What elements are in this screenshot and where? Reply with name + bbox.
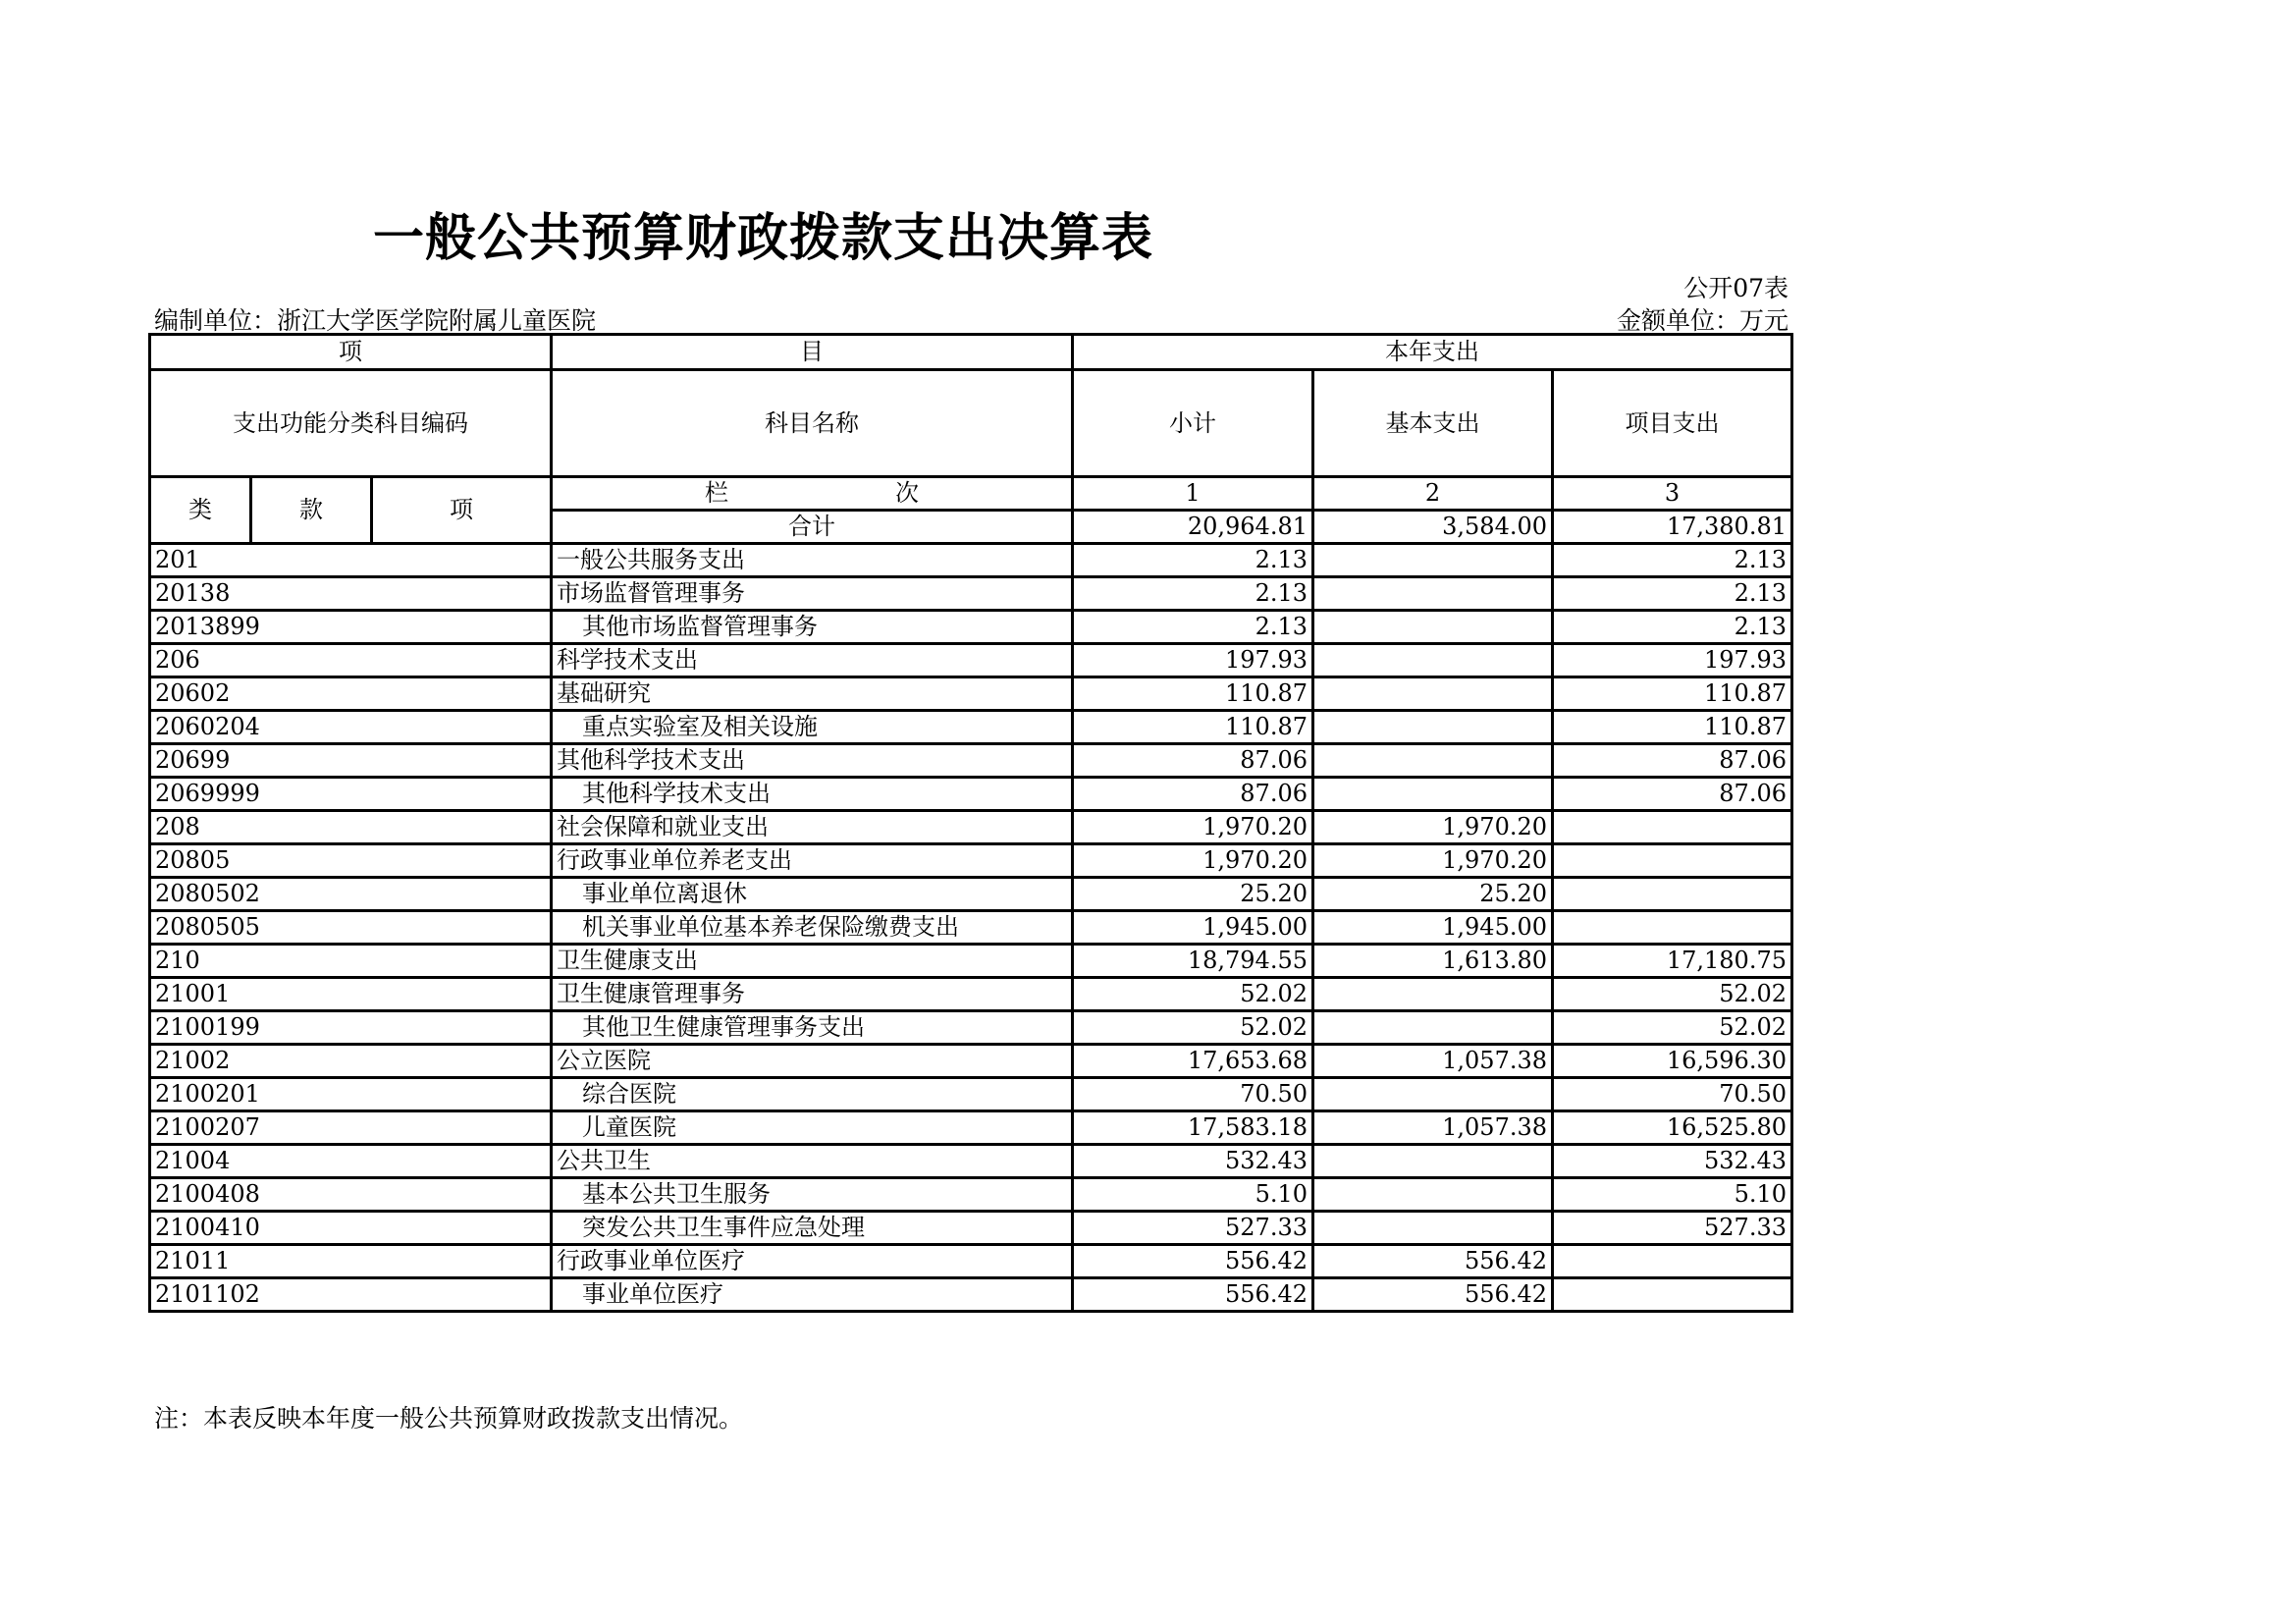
row-subtotal: 52.02 bbox=[1073, 978, 1313, 1011]
page-title: 一般公共预算财政拨款支出决算表 bbox=[373, 209, 1154, 268]
row-project: 70.50 bbox=[1553, 1078, 1792, 1111]
row-code: 2100408 bbox=[150, 1178, 552, 1212]
header-num-3: 3 bbox=[1553, 477, 1792, 511]
header-basic: 基本支出 bbox=[1313, 370, 1553, 477]
row-subject-name: 儿童医院 bbox=[552, 1111, 1073, 1145]
row-subject-name: 事业单位离退休 bbox=[552, 878, 1073, 911]
header-current-year: 本年支出 bbox=[1073, 335, 1792, 370]
table-row bbox=[150, 1011, 1792, 1045]
table-row bbox=[150, 544, 1792, 577]
row-subtotal: 5.10 bbox=[1073, 1178, 1313, 1212]
total-subtotal: 20,964.81 bbox=[1073, 511, 1313, 544]
expenditure-table bbox=[148, 333, 1793, 1313]
table-row bbox=[150, 1278, 1792, 1312]
table-row bbox=[150, 1111, 1792, 1145]
row-subtotal: 556.42 bbox=[1073, 1278, 1313, 1312]
row-basic: 25.20 bbox=[1313, 878, 1553, 911]
row-code: 2060204 bbox=[150, 711, 552, 744]
row-subject-name: 社会保障和就业支出 bbox=[552, 811, 1073, 844]
header-num-1: 1 bbox=[1073, 477, 1313, 511]
row-basic: 1,057.38 bbox=[1313, 1045, 1553, 1078]
row-subtotal: 87.06 bbox=[1073, 744, 1313, 778]
row-project: 52.02 bbox=[1553, 1011, 1792, 1045]
row-basic bbox=[1313, 577, 1553, 611]
row-subtotal: 527.33 bbox=[1073, 1212, 1313, 1245]
row-subtotal: 2.13 bbox=[1073, 544, 1313, 577]
table-row bbox=[150, 1212, 1792, 1245]
total-label: 合计 bbox=[552, 511, 1073, 544]
row-basic bbox=[1313, 744, 1553, 778]
row-code: 206 bbox=[150, 644, 552, 677]
row-basic bbox=[1313, 1145, 1553, 1178]
table-row bbox=[150, 911, 1792, 945]
row-subtotal: 2.13 bbox=[1073, 577, 1313, 611]
row-project: 87.06 bbox=[1553, 744, 1792, 778]
row-subtotal: 70.50 bbox=[1073, 1078, 1313, 1111]
row-subtotal: 25.20 bbox=[1073, 878, 1313, 911]
row-subject-name: 公共卫生 bbox=[552, 1145, 1073, 1178]
header-cat-xiang: 项 bbox=[372, 477, 552, 544]
row-subtotal: 197.93 bbox=[1073, 644, 1313, 677]
row-subtotal: 1,970.20 bbox=[1073, 844, 1313, 878]
table-row bbox=[150, 1145, 1792, 1178]
table-row bbox=[150, 744, 1792, 778]
preparing-unit: 编制单位：浙江大学医学院附属儿童医院 bbox=[154, 306, 597, 335]
table-row bbox=[150, 644, 1792, 677]
table-row bbox=[150, 878, 1792, 911]
header-subject-name: 科目名称 bbox=[552, 370, 1073, 477]
row-basic bbox=[1313, 1212, 1553, 1245]
row-code: 2100199 bbox=[150, 1011, 552, 1045]
row-code: 2080502 bbox=[150, 878, 552, 911]
header-subject-label: 目 bbox=[552, 335, 1073, 370]
header-item-label: 项 bbox=[150, 335, 552, 370]
table-row bbox=[150, 978, 1792, 1011]
row-project bbox=[1553, 1278, 1792, 1312]
row-subject-name: 综合医院 bbox=[552, 1078, 1073, 1111]
total-project: 17,380.81 bbox=[1553, 511, 1792, 544]
row-project: 532.43 bbox=[1553, 1145, 1792, 1178]
row-subject-name: 机关事业单位基本养老保险缴费支出 bbox=[552, 911, 1073, 945]
header-column-order bbox=[552, 477, 1073, 511]
row-subject-name: 卫生健康支出 bbox=[552, 945, 1073, 978]
row-project: 52.02 bbox=[1553, 978, 1792, 1011]
row-project: 527.33 bbox=[1553, 1212, 1792, 1245]
header-col-lan: 栏 bbox=[705, 479, 728, 507]
header-cat-kuan: 款 bbox=[251, 477, 372, 544]
row-code: 20805 bbox=[150, 844, 552, 878]
row-project: 197.93 bbox=[1553, 644, 1792, 677]
row-subject-name: 突发公共卫生事件应急处理 bbox=[552, 1212, 1073, 1245]
row-basic: 556.42 bbox=[1313, 1245, 1553, 1278]
row-code: 201 bbox=[150, 544, 552, 577]
row-project: 110.87 bbox=[1553, 711, 1792, 744]
row-basic bbox=[1313, 677, 1553, 711]
table-row bbox=[150, 577, 1792, 611]
row-code: 2080505 bbox=[150, 911, 552, 945]
table-row bbox=[150, 677, 1792, 711]
header-func-code: 支出功能分类科目编码 bbox=[150, 370, 552, 477]
header-row-3 bbox=[150, 477, 1792, 511]
row-subject-name: 卫生健康管理事务 bbox=[552, 978, 1073, 1011]
amount-unit: 金额单位：万元 bbox=[1616, 306, 1789, 335]
row-subtotal: 556.42 bbox=[1073, 1245, 1313, 1278]
row-subtotal: 52.02 bbox=[1073, 1011, 1313, 1045]
row-basic bbox=[1313, 544, 1553, 577]
row-subtotal: 17,583.18 bbox=[1073, 1111, 1313, 1145]
row-subject-name: 其他卫生健康管理事务支出 bbox=[552, 1011, 1073, 1045]
row-code: 2100207 bbox=[150, 1111, 552, 1145]
row-subject-name: 重点实验室及相关设施 bbox=[552, 711, 1073, 744]
row-code: 2101102 bbox=[150, 1278, 552, 1312]
row-subject-name: 事业单位医疗 bbox=[552, 1278, 1073, 1312]
row-project: 2.13 bbox=[1553, 544, 1792, 577]
row-subject-name: 基础研究 bbox=[552, 677, 1073, 711]
row-code: 20138 bbox=[150, 577, 552, 611]
row-subtotal: 17,653.68 bbox=[1073, 1045, 1313, 1078]
row-code: 21011 bbox=[150, 1245, 552, 1278]
table-row bbox=[150, 1078, 1792, 1111]
form-code: 公开07表 bbox=[1683, 274, 1789, 302]
row-code: 208 bbox=[150, 811, 552, 844]
row-subject-name: 其他科学技术支出 bbox=[552, 778, 1073, 811]
row-subtotal: 18,794.55 bbox=[1073, 945, 1313, 978]
row-basic bbox=[1313, 778, 1553, 811]
table-row bbox=[150, 1178, 1792, 1212]
row-subtotal: 110.87 bbox=[1073, 677, 1313, 711]
row-subject-name: 其他市场监督管理事务 bbox=[552, 611, 1073, 644]
row-basic bbox=[1313, 1078, 1553, 1111]
row-code: 2013899 bbox=[150, 611, 552, 644]
row-basic bbox=[1313, 711, 1553, 744]
footnote: 注：本表反映本年度一般公共预算财政拨款支出情况。 bbox=[154, 1404, 744, 1433]
row-project bbox=[1553, 844, 1792, 878]
row-project bbox=[1553, 1245, 1792, 1278]
row-code: 21001 bbox=[150, 978, 552, 1011]
row-project: 16,596.30 bbox=[1553, 1045, 1792, 1078]
row-code: 2069999 bbox=[150, 778, 552, 811]
header-subtotal: 小计 bbox=[1073, 370, 1313, 477]
row-subject-name: 其他科学技术支出 bbox=[552, 744, 1073, 778]
row-code: 21004 bbox=[150, 1145, 552, 1178]
row-basic bbox=[1313, 644, 1553, 677]
table-row bbox=[150, 945, 1792, 978]
row-subtotal: 2.13 bbox=[1073, 611, 1313, 644]
row-project: 17,180.75 bbox=[1553, 945, 1792, 978]
row-subject-name: 基本公共卫生服务 bbox=[552, 1178, 1073, 1212]
row-basic bbox=[1313, 611, 1553, 644]
table-row bbox=[150, 844, 1792, 878]
row-code: 21002 bbox=[150, 1045, 552, 1078]
row-project bbox=[1553, 911, 1792, 945]
table-row bbox=[150, 611, 1792, 644]
row-subject-name: 市场监督管理事务 bbox=[552, 577, 1073, 611]
row-subject-name: 科学技术支出 bbox=[552, 644, 1073, 677]
row-project: 110.87 bbox=[1553, 677, 1792, 711]
header-num-2: 2 bbox=[1313, 477, 1553, 511]
row-subtotal: 532.43 bbox=[1073, 1145, 1313, 1178]
row-project bbox=[1553, 811, 1792, 844]
total-basic: 3,584.00 bbox=[1313, 511, 1553, 544]
row-code: 2100410 bbox=[150, 1212, 552, 1245]
header-col-ci: 次 bbox=[895, 479, 919, 507]
row-basic: 1,970.20 bbox=[1313, 811, 1553, 844]
row-basic: 1,613.80 bbox=[1313, 945, 1553, 978]
row-basic bbox=[1313, 1011, 1553, 1045]
row-code: 210 bbox=[150, 945, 552, 978]
row-subtotal: 110.87 bbox=[1073, 711, 1313, 744]
row-subtotal: 1,945.00 bbox=[1073, 911, 1313, 945]
row-basic: 1,970.20 bbox=[1313, 844, 1553, 878]
header-row-1 bbox=[150, 335, 1792, 370]
header-cat-lei: 类 bbox=[150, 477, 251, 544]
row-subtotal: 87.06 bbox=[1073, 778, 1313, 811]
row-project bbox=[1553, 878, 1792, 911]
table-row bbox=[150, 1245, 1792, 1278]
table-row bbox=[150, 1045, 1792, 1078]
row-subtotal: 1,970.20 bbox=[1073, 811, 1313, 844]
table-row bbox=[150, 778, 1792, 811]
row-subject-name: 一般公共服务支出 bbox=[552, 544, 1073, 577]
header-row-2 bbox=[150, 370, 1792, 477]
row-basic bbox=[1313, 1178, 1553, 1212]
row-code: 20602 bbox=[150, 677, 552, 711]
row-subject-name: 公立医院 bbox=[552, 1045, 1073, 1078]
row-project: 2.13 bbox=[1553, 611, 1792, 644]
row-basic: 1,057.38 bbox=[1313, 1111, 1553, 1145]
row-subject-name: 行政事业单位养老支出 bbox=[552, 844, 1073, 878]
row-subject-name: 行政事业单位医疗 bbox=[552, 1245, 1073, 1278]
row-basic: 556.42 bbox=[1313, 1278, 1553, 1312]
row-code: 2100201 bbox=[150, 1078, 552, 1111]
row-basic bbox=[1313, 978, 1553, 1011]
header-project: 项目支出 bbox=[1553, 370, 1792, 477]
row-project: 5.10 bbox=[1553, 1178, 1792, 1212]
row-basic: 1,945.00 bbox=[1313, 911, 1553, 945]
table-row bbox=[150, 811, 1792, 844]
table-row bbox=[150, 711, 1792, 744]
row-project: 87.06 bbox=[1553, 778, 1792, 811]
row-project: 16,525.80 bbox=[1553, 1111, 1792, 1145]
row-project: 2.13 bbox=[1553, 577, 1792, 611]
row-code: 20699 bbox=[150, 744, 552, 778]
